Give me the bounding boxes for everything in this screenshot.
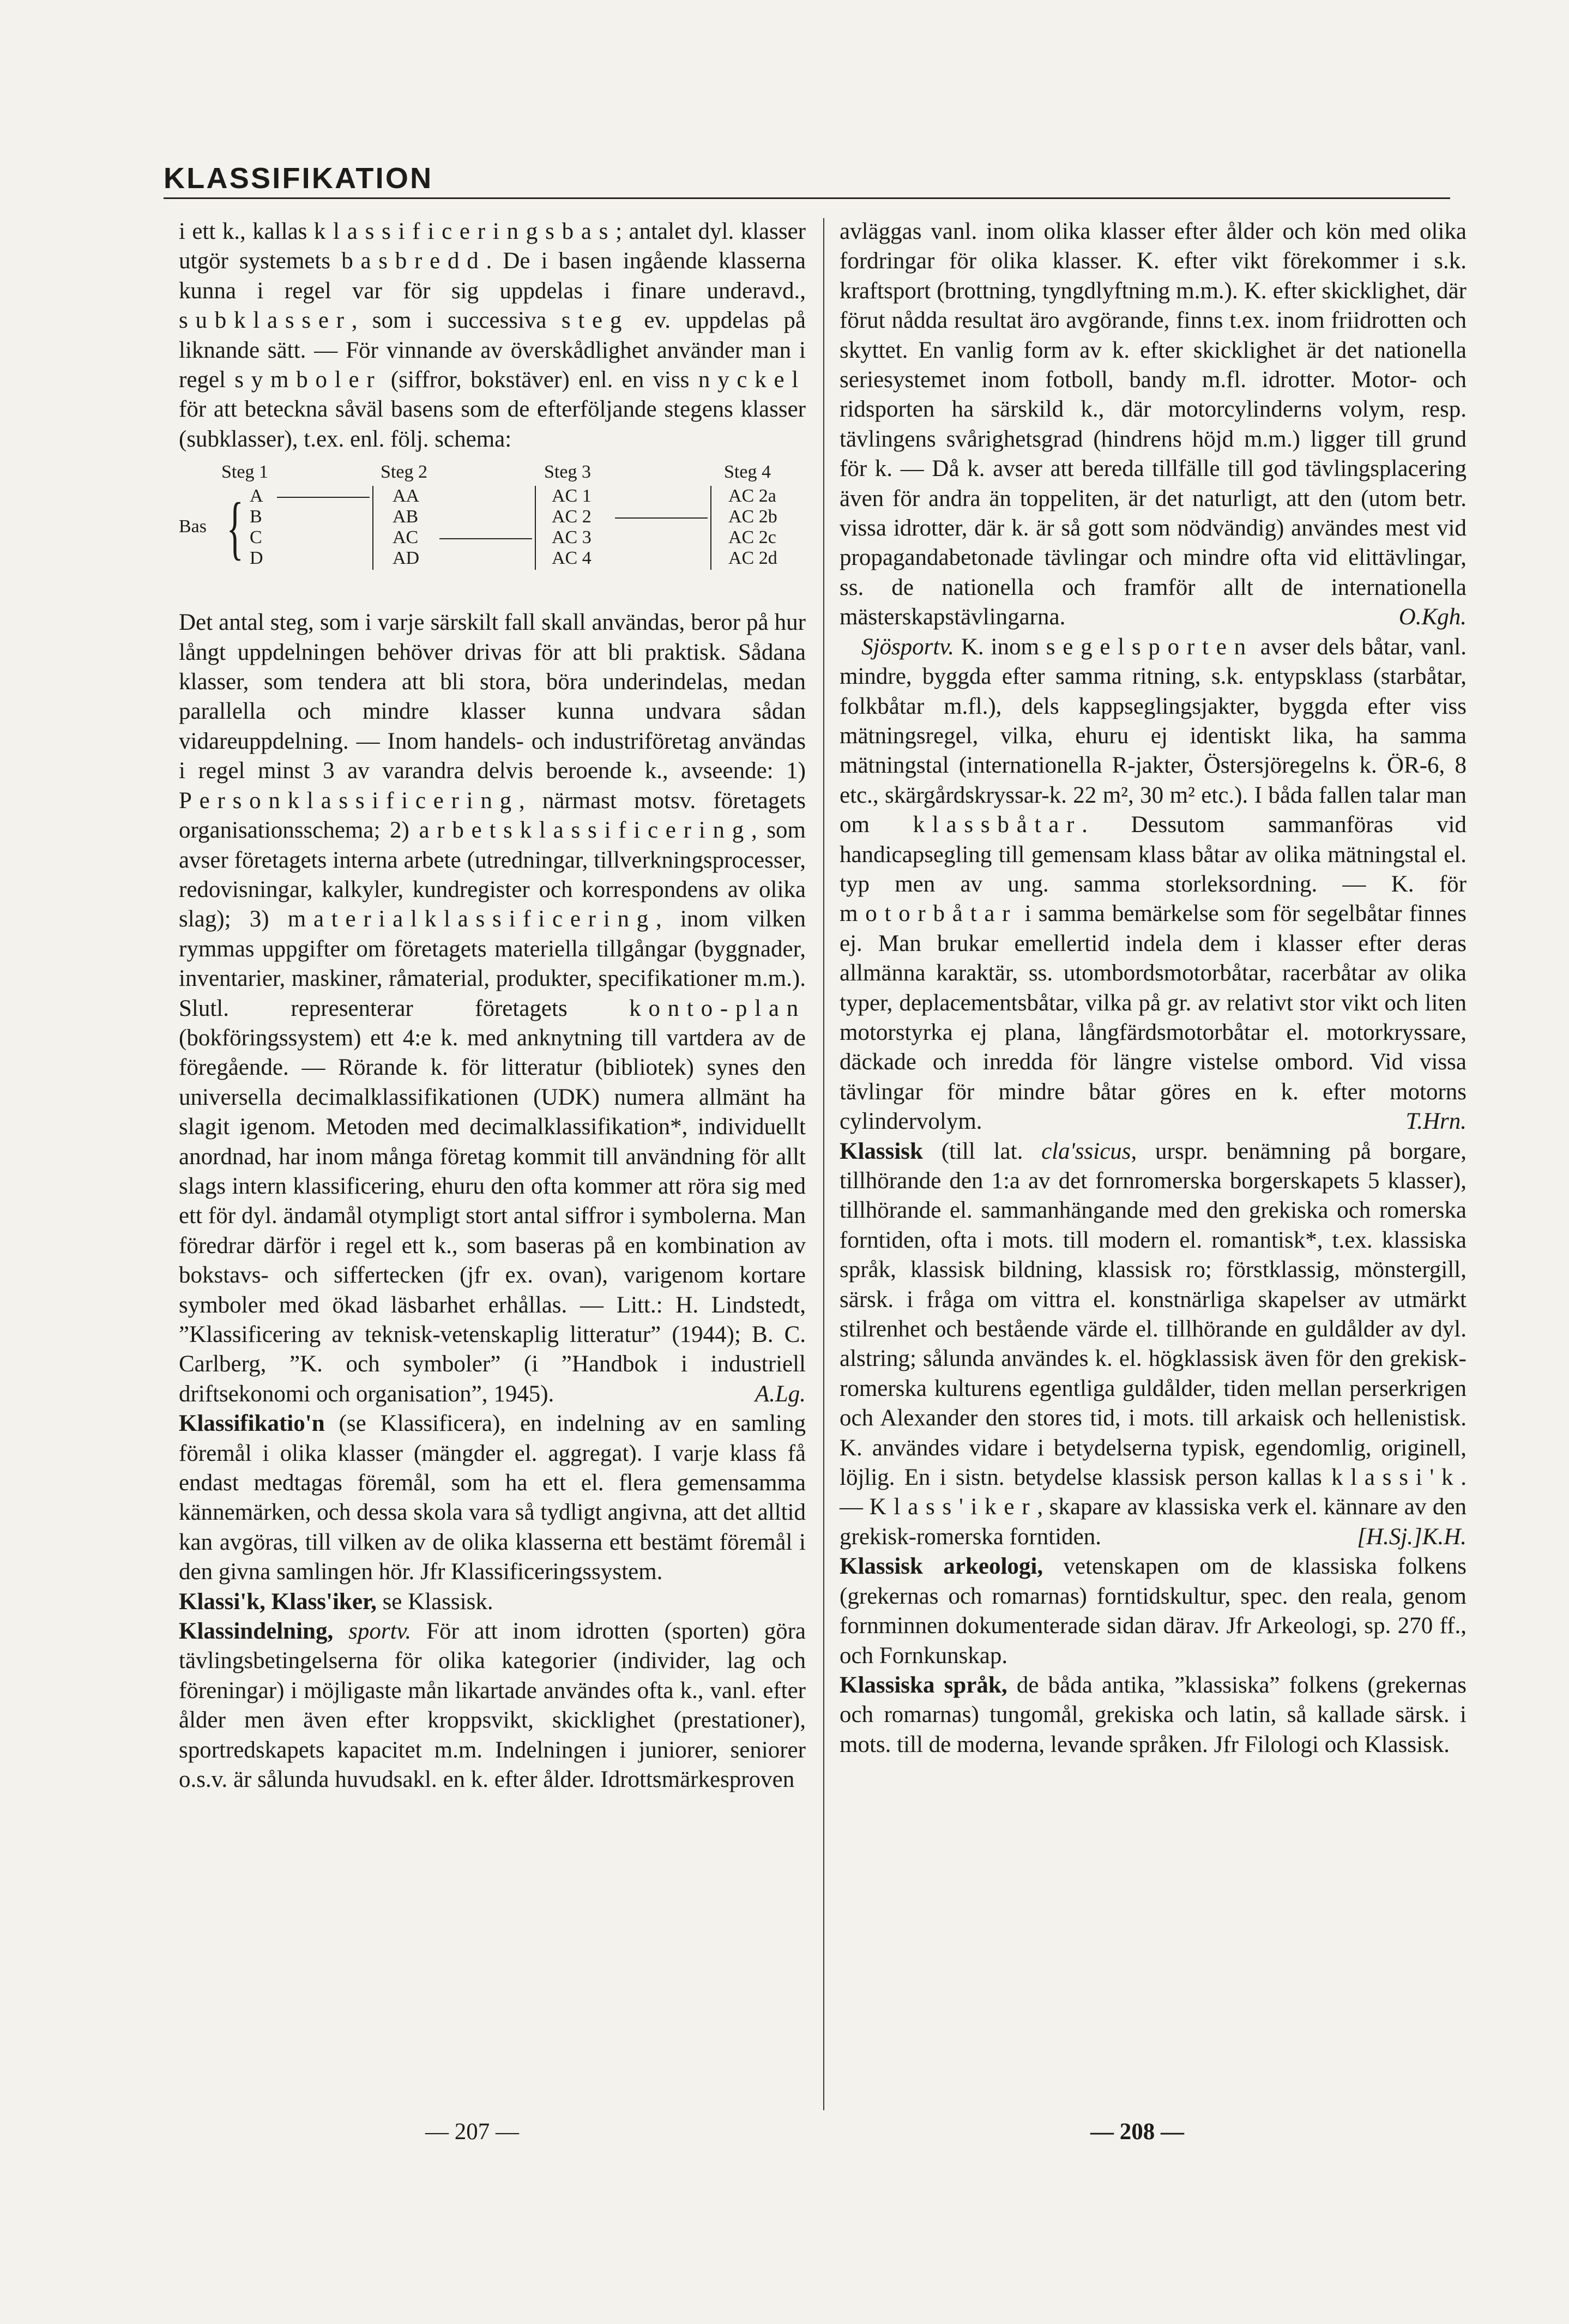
author-signature: T.Hrn. <box>1405 1109 1467 1135</box>
entry-klassiska-sprak: Klassiska språk, de båda antika, ”klassiska” folkens (grekernas och romarnas) tungomål, grekiska och latin, så kallade särsk. i mots. till de moderna, levande språken. Jfr Filologi och Klassisk. <box>840 1672 1467 1757</box>
page-title: KLASSIFIKATION <box>164 162 433 195</box>
schema-step-1: Steg 1 <box>221 462 268 483</box>
paragraph-continued: avläggas vanl. inom olika klasser efter ålder och kön med olika fordringar för olika klasser. K. efter vikt förekommer i s.k. kraftsport (brottning, tyngdlyftning m.m.). K. efter skicklighet, där förut nådda resultat äro avgörande, finns t.ex. inom friidrotten och skyttet. En vanlig form av k. efter skicklighet är det nationella seriesystemet inom fotboll, bandy m.fl. idrotter. Motor- och ridsporten ha särskild k., där motorcylinderns volym, resp. tävlingens svårighetsgrad (hindrens höjd m.m.) ligger till grund för k. — Då k. avser att bereda tillfälle till god tävlingsplacering även för andra än toppeliten, är det naturligt, att den (utom betr. vissa idrotter, där k. är så gott som nödvändig) användes mest vid propagandabetonade tävlingar och mindre ofta vid elittävlingar, ss. de nationella och framför allt de internationella mästerskapstävlingarna. O.Kgh. <box>840 217 1467 633</box>
author-signature: O.Kgh. <box>1398 604 1467 630</box>
page-number-right: — 208 — <box>1090 2119 1184 2145</box>
left-column <box>179 217 806 1795</box>
schema-bracket <box>372 486 373 570</box>
schema-cell: AC 2 <box>552 507 592 527</box>
entry-headword: Klassindelning, <box>179 1618 334 1645</box>
entry-klassifikation: Klassifikatio'n (se Klassificera), en indelning av en samling föremål i olika klasser (mängder el. aggregat). I varje klass få endast medtagas föremål, som ha ett el. flera gemensamma kännemärken, och dessa skola vara så tydligt angivna, att det alltid kan avgöras, till vilken av de olika klasserna ett bestämt föremål i den givna samlingen hör. Jfr Klassificeringssystem. <box>179 1411 806 1585</box>
entry-klassik: Klassi'k, Klass'iker, se Klassisk. <box>179 1588 493 1615</box>
schema-cell: B <box>250 507 262 527</box>
entry-headword: Klassifikatio'n <box>179 1411 325 1437</box>
schema-cell: AD <box>393 548 420 569</box>
entry-headword: Klassisk arkeologi, <box>840 1554 1043 1580</box>
paragraph-klassificeringsbas: i ett k., kallas klassificeringsbas; antalet dyl. klasser utgör systemets basbredd. De i basen ingående klasserna kunna i regel var för sig uppdelas i finare underavd., subklasser, som i successiva steg ev. uppdelas på liknande sätt. — För vinnande av överskådlighet använder man i regel symboler (siffror, bokstäver) enl. en viss nyckel för att beteckna såväl basens som de efterföljande stegens klasser (subklasser), t.ex. enl. följ. schema: <box>179 219 806 452</box>
entry-klassisk: Klassisk (till lat. cla'ssicus, urspr. benämning på borgare, tillhörande den 1:a av det fornromerska borgerskapets 5 klasser), tillhörande el. sammanhängande med den grekiska och romerska forntiden, ofta i mots. till modern el. romantisk*, t.ex. klassiska språk, klassisk bildning, klassisk ro; förstklassig, mönstergill, särsk. i fråga om vittra el. konstnärliga skapelser av utmärkt stilrenhet och bestående värde el. tillhörande en guldålder av dyl. alstring; sålunda användes k. el. högklassisk även för den grekisk-romerska kulturens egentliga guldålder, tiden mellan perserkrigen och Alexander den stores tid, i mots. till arkaisk och hellenistisk. K. användes vidare i betydelserna typisk, egendomlig, originell, löjlig. En i sistn. betydelse klassisk person kallas klassi'k. — Klass'iker, skapare av klassiska verk el. kännare av den grekisk-romerska forntiden. [H.Sj.]K.H. <box>840 1137 1467 1552</box>
schema-cell: AA <box>393 486 420 507</box>
page-number-left: — 207 — <box>425 2119 519 2145</box>
schema-cell: AC 2d <box>728 548 777 569</box>
schema-brace: { <box>226 489 244 568</box>
schema-cell: AC 2b <box>728 507 777 527</box>
column-divider <box>823 218 824 2110</box>
entry-headword: Klassi'k, Klass'iker, <box>179 1588 377 1615</box>
right-column <box>840 217 1467 1760</box>
paragraph-sjosport: Sjösportv. K. inom segelsporten avser dels båtar, vanl. mindre, byggda efter samma ritning, s.k. entypsklass (starbåtar, folkbåtar m.fl.), dels kappseglingsjakter, byggda efter viss mätningsregel, vilka, ehuru ej identiskt lika, ha samma mätningstal (internationella R-jakter, Östersjöregelns k. ÖR-6, 8 etc., skärgårdskryssar-k. 22 m², 30 m² etc.). I båda fallen talar man om klassbåtar. Dessutom sammanföras vid handicapsegling till gemensam klass båtar av olika mätningstal el. typ men av ung. samma storleksordning. — K. för motorbåtar i samma bemärkelse som för segelbåtar finnes ej. Man brukar emellertid indela dem i klasser efter deras allmänna karaktär, ss. utombordsmotorbåtar, racerbåtar av olika typer, deplacementsbåtar, vilka på gr. av relativt stor vikt och liten motorstyrka ej plana, långfärdsmotorbåtar el. motorkryssare, däckade och inredda för längre vistelse ombord. Vid vissa tävlingar för mindre båtar göres en k. efter motorns cylindervolym. T.Hrn. <box>840 633 1467 1137</box>
entry-headword: Klassiska språk, <box>840 1672 1007 1698</box>
schema-cell: AC <box>393 527 419 548</box>
schema-step-3: Steg 3 <box>544 462 591 483</box>
schema-bracket <box>710 486 711 570</box>
schema-bracket <box>535 486 536 570</box>
schema-bas-label: Bas <box>179 516 207 537</box>
schema-cell: AC 2a <box>728 486 776 507</box>
schema-cell: AC 2c <box>728 527 776 548</box>
schema-cell: AB <box>393 507 419 527</box>
entry-klassindelning: Klassindelning, sportv. För att inom idrotten (sporten) göra tävlingsbetingelserna för olika kategorier (individer, lag och föreningar) i möjligaste mån likartade användes ofta k., vanl. efter ålder men även efter kroppsvikt, skicklighet (prestationer), sportredskapets kapacitet m.m. Indelningen i juniorer, seniorer o.s.v. är sålunda huvudsakl. en k. efter ålder. Idrottsmärkesproven <box>179 1618 806 1793</box>
schema-cell: C <box>250 527 262 548</box>
schema-cell: AC 3 <box>552 527 592 548</box>
schema-step-4: Steg 4 <box>724 462 771 483</box>
schema-connector <box>615 517 708 519</box>
classification-schema <box>179 462 806 604</box>
schema-connector <box>439 538 532 539</box>
schema-step-2: Steg 2 <box>381 462 427 483</box>
running-header <box>164 161 1450 199</box>
schema-cell: AC 1 <box>552 486 592 507</box>
schema-cell: AC 4 <box>552 548 592 569</box>
author-signature: A.Lg. <box>755 1381 806 1407</box>
author-signature: [H.Sj.]K.H. <box>1357 1524 1467 1550</box>
entry-klassisk-arkeologi: Klassisk arkeologi, vetenskapen om de klassiska folkens (grekernas och romarnas) forntidskultur, spec. den reala, genom fornminnen dokumenterade sidan därav. Jfr Arkeologi, sp. 270 ff., och Fornkunskap. <box>840 1554 1467 1669</box>
schema-cell: A <box>250 486 263 507</box>
paragraph-steg: Det antal steg, som i varje särskilt fall skall användas, beror på hur långt uppdelningen behöver drivas för att bli praktisk. Sådana klasser, som tendera att bli stora, böra underindelas, medan parallella och mindre klasser kunna undvara sådan vidareuppdelning. — Inom handels- och industriföretag användas i regel minst 3 av varandra delvis beroende k., avseende: 1) Personklassificering, närmast motsv. företagets organisationsschema; 2) arbetsklassificering, som avser företagets interna arbete (utredningar, tillverkningsprocesser, redovisningar, kalkyler, kundregister och korrespondens av olika slag); 3) materialklassificering, inom vilken rymmas uppgifter om företagets materiella tillgångar (byggnader, inventarier, maskiner, råmaterial, produkter, specifikationer m.m.). Slutl. representerar företagets konto-plan (bokföringssystem) ett 4:e k. med anknytning till vartdera av de föregående. — Rörande k. för litteratur (bibliotek) synes den universella decimalklassifikationen (UDK) numera allmänt ha slagit igenom. Metoden med decimalklassifikation*, individuellt anordnad, har inom många företag kommit till användning för allt slags intern klassificering, ehuru den ofta kommer att röra sig med ett för dyl. ändamål otympligt stort antal siffror i symbolerna. Man föredrar därför i regel ett k., som baseras på en kombination av bokstavs- och siffertecken (jfr ex. ovan), varigenom kortare symboler med ökad läsbarhet erhållas. — Litt.: H. Lindstedt, ”Klassificering av teknisk-vetenskaplig litteratur” (1944); B. C. Carlberg, ”K. och symboler” (i ”Handbok i industriell driftsekonomi och organisation”, 1945). A.Lg. <box>179 608 806 1409</box>
entry-headword: Klassisk <box>840 1138 923 1164</box>
schema-connector <box>277 497 370 498</box>
schema-cell: D <box>250 548 263 569</box>
